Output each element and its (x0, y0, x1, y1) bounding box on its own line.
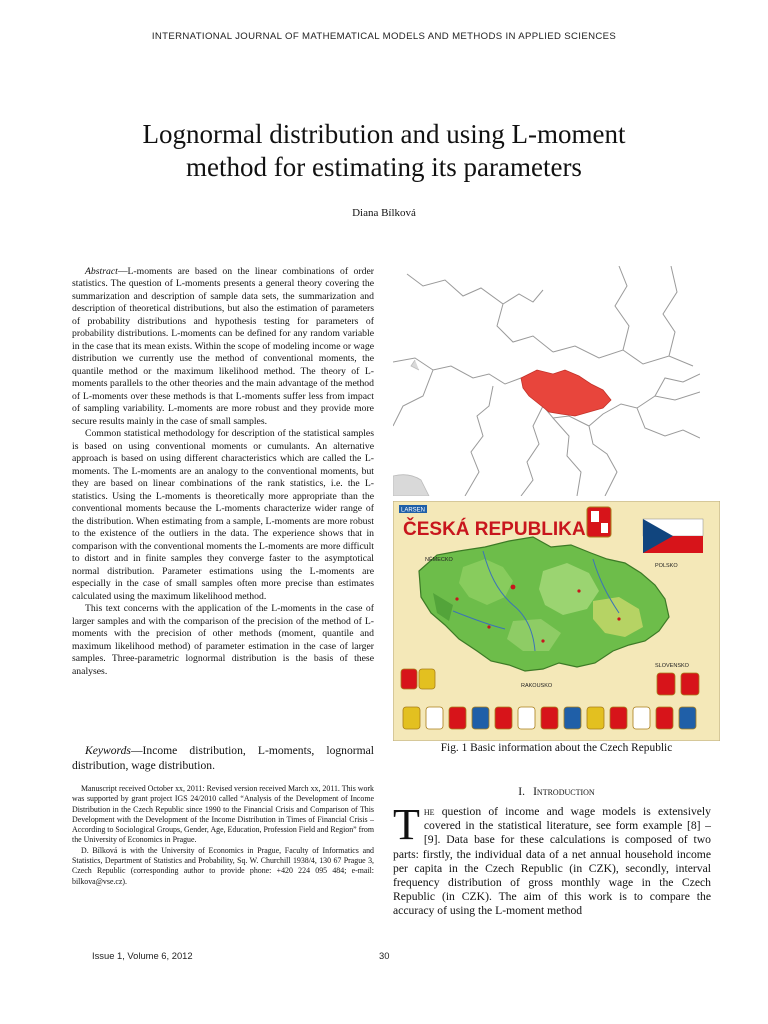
section-heading (393, 785, 720, 798)
emblem-icon (657, 673, 675, 695)
title-line-1: Lognormal distribution and using L-moment (142, 119, 626, 149)
abstract (72, 266, 374, 678)
drop-cap: T (393, 800, 420, 849)
footnote-author-affiliation: D. Bílková is with the University of Economics in Prague, Faculty of Informatics and Statistics, Department of Statistics and Probability, Sq. W. Churchill 1938/4, 130 67 Prague 3, Czech Republic (corresponding author to provide phone: +420 224 095 484; e-mail: bilkova@vse.cz). (72, 845, 374, 886)
emblem-icon (679, 707, 696, 729)
emblem-icon (472, 707, 489, 729)
emblem-icon (449, 707, 466, 729)
issue-volume: Issue 1, Volume 6, 2012 (92, 950, 193, 961)
emblem-icon (518, 707, 535, 729)
emblem-icon (656, 707, 673, 729)
footnote-manuscript: Manuscript received October xx, 2011: Revised version received March xx, 2011. This work was supported by grant project IGS 24/2010 called “Analysis of the Development of Income Distribution in the Czech Republic since 1990 to the Financial Crisis and Comparison of This Development with the Development of the Income Distribution in Times of Financial Crisis – According to Sociological Groups, Gender, Age, Education, Profession Field and Region” from the University of Economics in Prague. (72, 784, 374, 845)
emblem-icon (401, 669, 417, 689)
emblem-icon (541, 707, 558, 729)
emblem-icon (564, 707, 581, 729)
abstract-paragraph-3: This text concerns with the application of the L-moments in the case of larger samples and with the comparison of the precision of the method of L-moments with the precision of other methods (moment, quantile and maximum likelihood method) of parameter estimation in the case of larger samples. Three-parametric lognormal distribution is the basis of these analyses. (72, 603, 374, 677)
keywords-lead: Keywords (85, 744, 131, 757)
czech-republic-poster (393, 501, 720, 741)
abstract-paragraph-1 (72, 266, 374, 428)
emblem-icon (633, 707, 650, 729)
abstract-lead: Abstract (85, 266, 118, 277)
title-line-2: method for estimating its parameters (186, 152, 582, 182)
label-slovakia: SLOVENSKO (655, 663, 689, 669)
czech-flag-icon (643, 519, 703, 553)
journal-header: INTERNATIONAL JOURNAL OF MATHEMATICAL MODELS AND METHODS IN APPLIED SCIENCES (151, 31, 617, 42)
section-title: Introduction (533, 785, 595, 798)
intro-lead-caps: he (423, 805, 435, 818)
emblem-icon (419, 669, 435, 689)
figure-caption: Fig. 1 Basic information about the Czech Republic (440, 742, 673, 754)
emblem-icon (495, 707, 512, 729)
keywords-text: —Income distribution, L-moments, lognormal distribution, wage distribution. (72, 744, 374, 772)
label-germany: NĚMECKO (425, 557, 453, 563)
abstract-text-1: —L-moments are based on the linear combinations of order statistics. The question of L-moments presents a general theory covering the summarization and description of sample data sets, the summarization and description of theoretical distributions, but also the estimation of parameters of probability distributions and hypothesis testing for parameters of probability distributions. L-moments can be defined for any random variable in the case that its mean exists. Within the scope of modeling income or wage distribution we currently use the method of conventional moments, the quantile method or the maximum likelihood method. The theory of L-moments parallels to the other theories and the main advantage of the method of L-moments over these methods is that L-moments suffer less from impact of sampling variability. L-moments are more robust and they provide more secure results mainly in the case of small samples. (72, 266, 374, 427)
author-name: Diana Bílková (352, 207, 416, 219)
abstract-paragraph-2: Common statistical methodology for description of the statistical samples is based on using conventional moments or cumulants. An alternative approach is based on using different characteristics which are called the L-moments. The L-moments are an analogy to the conventional moments, but they are based on linear combinations of the rank statistics, i.e. the L-statistics. Using the L-moments is theoretically more appropriate than the conventional moments because the L-moments characterize wider range of the distribution. When estimating from a sample, L-moments are more robust to the existence of the outliers in the data. The experience shows that in comparison with the conventional moments the L-moments are more difficult to distort and in finite samples they converge faster to the asymptotical normal distribution. Parameter estimations using the L-moments are especially in the case of small samples often more precise than estimates calculated using the maximum likelihood method. (72, 428, 374, 602)
emblem-icon (426, 707, 443, 729)
label-austria: RAKOUSKO (521, 683, 553, 689)
keywords (72, 743, 374, 773)
intro-body: question of income and wage models is extensively covered in the statistical literature, see form example [8] – [9]. Data base for these calculations is composed of two parts: firstly, the individual data of a net annual household income per capita in the Czech Republic (in CZK), secondly, interval frequency distribution of gross monthly wage in the Czech Republic (in CZK). The aim of this work is to compare the accuracy of using the L-moment method (393, 805, 711, 918)
emblem-icon (681, 673, 699, 695)
introduction-text (393, 800, 711, 919)
emblem-icon (403, 707, 420, 729)
poster-title: ČESKÁ REPUBLIKA (403, 519, 586, 540)
europe-locator-map (393, 266, 700, 496)
paper-title (40, 118, 728, 184)
label-poland: POLSKO (655, 563, 678, 569)
footnote (72, 784, 374, 887)
emblem-icon (610, 707, 627, 729)
section-number: I. (518, 785, 526, 798)
publisher-name: LARSEN (400, 507, 426, 514)
page-number: 30 (379, 950, 390, 961)
emblem-icon (587, 707, 604, 729)
